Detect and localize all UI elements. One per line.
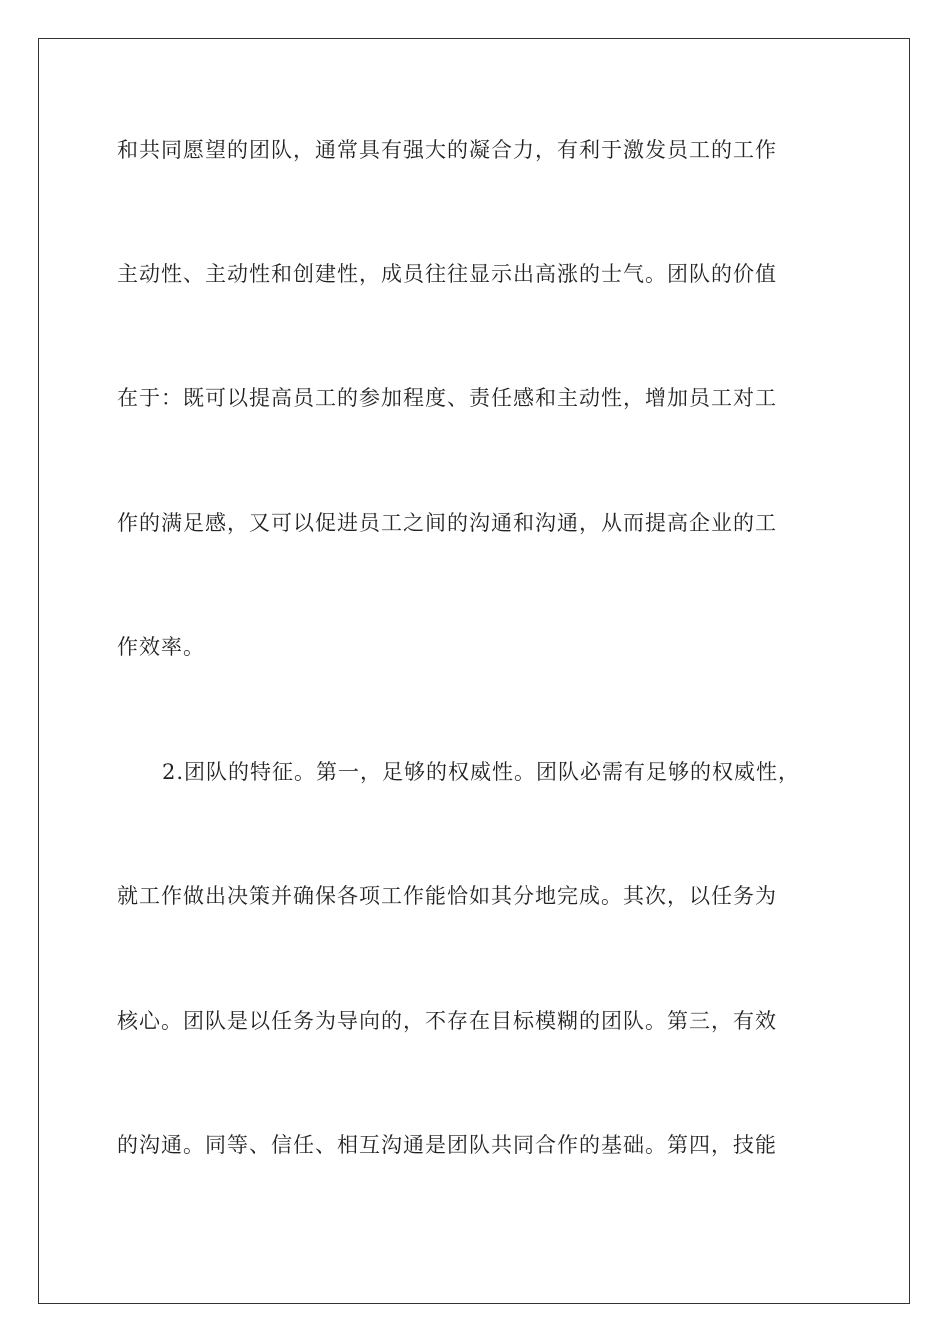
section-2-heading-line: 2.团队的特征。第一，足够的权威性。团队必需有足够的权威性，	[162, 760, 801, 784]
page-border	[38, 38, 910, 1304]
paragraph-line-8: 核心。团队是以任务为导向的，不存在目标模糊的团队。第三，有效	[117, 1009, 777, 1033]
paragraph-line-4: 作的满足感，又可以促进员工之间的沟通和沟通，从而提高企业的工	[117, 511, 777, 535]
paragraph-line-3: 在于：既可以提高员工的参加程度、责任感和主动性，增加员工对工	[117, 386, 777, 410]
paragraph-line-1: 和共同愿望的团队，通常具有强大的凝合力，有利于激发员工的工作	[117, 138, 777, 162]
paragraph-line-9: 的沟通。同等、信任、相互沟通是团队共同合作的基础。第四，技能	[117, 1133, 777, 1157]
paragraph-line-2: 主动性、主动性和创建性，成员往往显示出高涨的士气。团队的价值	[117, 262, 777, 286]
paragraph-line-5: 作效率。	[117, 635, 205, 659]
paragraph-line-7: 就工作做出决策并确保各项工作能恰如其分地完成。其次，以任务为	[117, 884, 777, 908]
